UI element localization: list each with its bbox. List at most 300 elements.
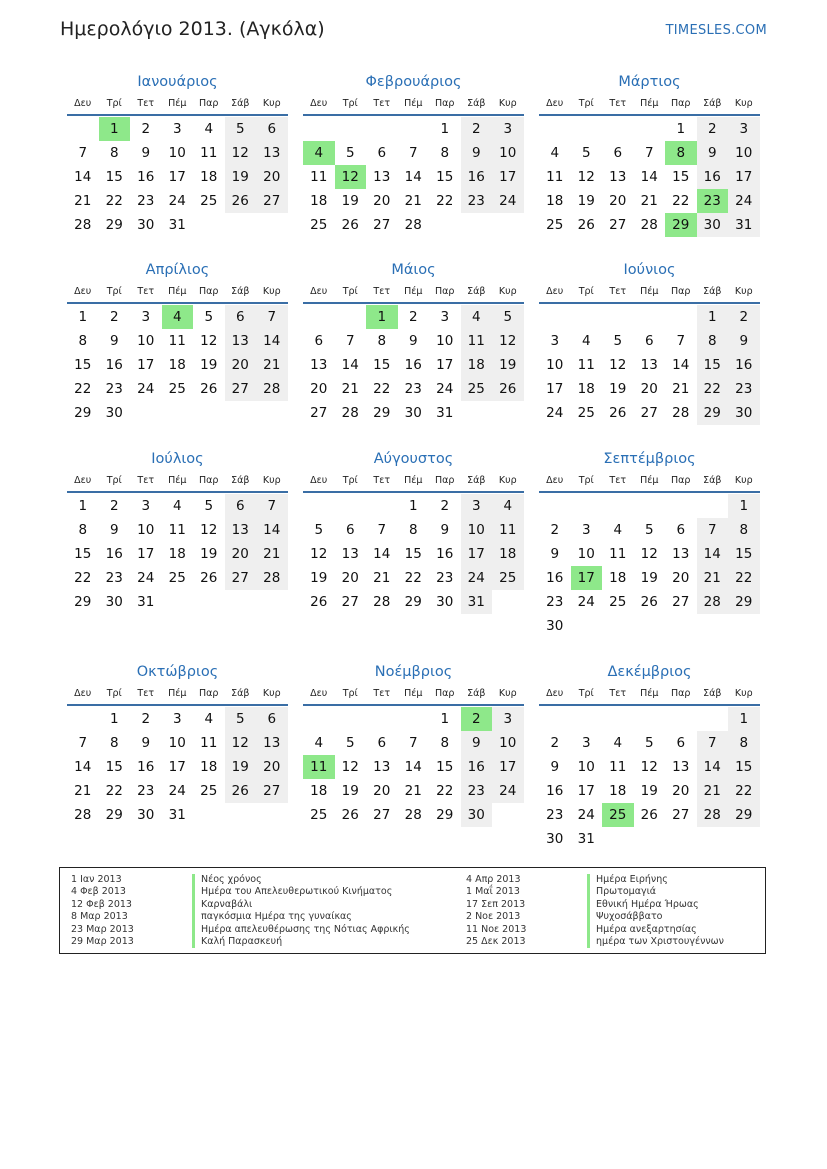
weekday-label: Σάβ bbox=[467, 688, 486, 699]
holiday-name: Καρναβάλι bbox=[192, 899, 252, 911]
weekday-label: Παρ bbox=[199, 688, 219, 699]
day-cell: 12 bbox=[225, 141, 257, 165]
day-cell: 3 bbox=[550, 333, 560, 349]
day-cell: 28 bbox=[697, 590, 729, 614]
weekday-label: Τρί bbox=[106, 475, 122, 486]
day-cell: 21 bbox=[640, 193, 658, 209]
weekday-label: Δευ bbox=[310, 475, 328, 486]
empty-cell bbox=[398, 117, 430, 141]
empty-cell bbox=[398, 707, 430, 731]
day-cell: 20 bbox=[672, 783, 690, 799]
weekday-label: Παρ bbox=[199, 286, 219, 297]
weekday-label: Κυρ bbox=[734, 688, 753, 699]
day-cell: 5 bbox=[345, 735, 355, 751]
day-cell: 15 bbox=[105, 759, 123, 775]
day-cell: 30 bbox=[137, 807, 155, 823]
day-cell: 11 bbox=[200, 145, 218, 161]
empty-cell bbox=[539, 707, 571, 731]
day-cell: 31 bbox=[577, 831, 595, 847]
day-cell: 19 bbox=[492, 353, 524, 377]
day-cell: 20 bbox=[341, 570, 359, 586]
holiday-name: Ημέρα ανεξαρτησίας bbox=[587, 924, 697, 936]
day-cell: 20 bbox=[225, 353, 257, 377]
day-cell: 16 bbox=[137, 759, 155, 775]
day-cell: 19 bbox=[609, 381, 627, 397]
day-cell: 13 bbox=[672, 546, 690, 562]
day-cell: 25 bbox=[200, 193, 218, 209]
day-cell: 1 bbox=[728, 494, 760, 518]
holiday-name: Ημέρα απελευθέρωσης της Νότιας Αφρικής bbox=[192, 924, 410, 936]
day-cell: 2 bbox=[550, 522, 560, 538]
legend-row bbox=[466, 886, 724, 898]
day-cell: 8 bbox=[697, 329, 729, 353]
day-cell: 9 bbox=[141, 735, 151, 751]
holiday-date: 12 Φεβ 2013 bbox=[71, 898, 132, 910]
day-cell: 22 bbox=[697, 377, 729, 401]
weekday-label: Παρ bbox=[435, 98, 455, 109]
weekday-label: Τρί bbox=[342, 688, 358, 699]
month-name: Απρίλιος bbox=[145, 262, 210, 278]
empty-cell bbox=[366, 117, 398, 141]
day-cell: 26 bbox=[225, 779, 257, 803]
day-cell: 28 bbox=[341, 405, 359, 421]
weekday-label: Τρί bbox=[342, 475, 358, 486]
day-cell: 6 bbox=[225, 305, 257, 329]
day-cell: 27 bbox=[256, 189, 288, 213]
day-cell: 16 bbox=[105, 357, 123, 373]
day-cell: 12 bbox=[609, 357, 627, 373]
day-cell: 12 bbox=[225, 731, 257, 755]
day-cell: 9 bbox=[440, 522, 450, 538]
day-cell: 23 bbox=[105, 381, 123, 397]
weekday-label: Παρ bbox=[435, 475, 455, 486]
day-cell: 22 bbox=[74, 381, 92, 397]
day-grid bbox=[67, 305, 288, 425]
holiday-day-cell: 4 bbox=[303, 141, 335, 165]
day-cell: 26 bbox=[492, 377, 524, 401]
day-cell: 27 bbox=[373, 807, 391, 823]
day-cell: 24 bbox=[492, 189, 524, 213]
holiday-date: 25 Δεκ 2013 bbox=[466, 936, 526, 948]
day-cell: 17 bbox=[577, 783, 595, 799]
weekday-label: Τρί bbox=[578, 475, 594, 486]
day-cell: 17 bbox=[137, 546, 155, 562]
day-cell: 14 bbox=[74, 169, 92, 185]
day-cell: 26 bbox=[341, 217, 359, 233]
day-cell: 19 bbox=[200, 546, 218, 562]
day-cell: 28 bbox=[373, 594, 391, 610]
day-cell: 10 bbox=[728, 141, 760, 165]
day-cell: 9 bbox=[109, 522, 119, 538]
holiday-name: Νέος χρόνος bbox=[192, 874, 262, 886]
day-cell: 24 bbox=[461, 566, 493, 590]
weekday-label: Πέμ bbox=[168, 286, 187, 297]
day-cell: 24 bbox=[137, 570, 155, 586]
day-cell: 6 bbox=[676, 735, 686, 751]
empty-cell bbox=[335, 117, 367, 141]
weekday-label: Τετ bbox=[373, 688, 391, 699]
day-cell: 28 bbox=[256, 566, 288, 590]
day-cell: 3 bbox=[581, 735, 591, 751]
month-name: Ιούνιος bbox=[623, 262, 676, 278]
day-cell: 3 bbox=[141, 498, 151, 514]
day-cell: 18 bbox=[168, 546, 186, 562]
empty-cell bbox=[335, 707, 367, 731]
month-block bbox=[303, 662, 524, 827]
month-block bbox=[539, 449, 760, 638]
day-cell: 23 bbox=[137, 193, 155, 209]
day-cell: 31 bbox=[137, 594, 155, 610]
day-cell: 15 bbox=[436, 759, 454, 775]
day-cell: 14 bbox=[672, 357, 690, 373]
empty-cell bbox=[539, 305, 571, 329]
day-cell: 12 bbox=[200, 522, 218, 538]
empty-cell bbox=[665, 305, 697, 329]
day-cell: 26 bbox=[341, 807, 359, 823]
day-cell: 10 bbox=[492, 731, 524, 755]
day-cell: 30 bbox=[404, 405, 422, 421]
day-cell: 22 bbox=[728, 779, 760, 803]
day-cell: 15 bbox=[728, 542, 760, 566]
weekday-header bbox=[539, 284, 760, 304]
weekday-label: Δευ bbox=[310, 688, 328, 699]
day-cell: 12 bbox=[310, 546, 328, 562]
day-cell: 5 bbox=[581, 145, 591, 161]
day-cell: 20 bbox=[256, 755, 288, 779]
day-cell: 22 bbox=[436, 193, 454, 209]
day-cell: 4 bbox=[550, 145, 560, 161]
weekday-label: Πέμ bbox=[640, 286, 659, 297]
weekday-label: Πέμ bbox=[168, 688, 187, 699]
weekday-label: Κυρ bbox=[498, 688, 517, 699]
weekday-label: Τετ bbox=[137, 475, 155, 486]
month-block bbox=[539, 662, 760, 851]
day-cell: 21 bbox=[697, 566, 729, 590]
day-cell: 22 bbox=[728, 566, 760, 590]
day-cell: 11 bbox=[200, 735, 218, 751]
day-cell: 30 bbox=[461, 803, 493, 827]
empty-cell bbox=[634, 117, 666, 141]
month-name: Νοέμβριος bbox=[374, 664, 453, 680]
day-cell: 19 bbox=[341, 193, 359, 209]
day-cell: 30 bbox=[728, 401, 760, 425]
day-cell: 24 bbox=[577, 594, 595, 610]
day-cell: 25 bbox=[609, 594, 627, 610]
weekday-label: Πέμ bbox=[640, 688, 659, 699]
day-cell: 4 bbox=[172, 498, 182, 514]
month-name: Ιανουάριος bbox=[137, 74, 218, 90]
day-grid bbox=[303, 707, 524, 827]
weekday-label: Παρ bbox=[199, 98, 219, 109]
day-cell: 14 bbox=[404, 759, 422, 775]
day-cell: 13 bbox=[310, 357, 328, 373]
month-name: Δεκέμβριος bbox=[607, 664, 692, 680]
day-cell: 25 bbox=[546, 217, 564, 233]
day-cell: 10 bbox=[461, 518, 493, 542]
day-cell: 20 bbox=[373, 783, 391, 799]
holiday-date: 17 Σεπ 2013 bbox=[466, 898, 526, 910]
weekday-label: Τετ bbox=[137, 98, 155, 109]
month-block bbox=[67, 662, 288, 827]
day-cell: 6 bbox=[644, 333, 654, 349]
day-cell: 28 bbox=[697, 803, 729, 827]
empty-cell bbox=[571, 305, 603, 329]
day-cell: 18 bbox=[310, 783, 328, 799]
day-cell: 6 bbox=[256, 707, 288, 731]
day-cell: 23 bbox=[461, 189, 493, 213]
day-cell: 8 bbox=[408, 522, 418, 538]
weekday-label: Σάβ bbox=[703, 98, 722, 109]
day-cell: 14 bbox=[341, 357, 359, 373]
month-name: Φεβρουάριος bbox=[365, 74, 462, 90]
empty-cell bbox=[634, 707, 666, 731]
empty-cell bbox=[602, 305, 634, 329]
day-cell: 14 bbox=[256, 518, 288, 542]
empty-cell bbox=[335, 305, 367, 329]
holiday-day-cell: 12 bbox=[335, 165, 367, 189]
day-cell: 9 bbox=[550, 759, 560, 775]
day-cell: 16 bbox=[697, 165, 729, 189]
day-cell: 13 bbox=[225, 518, 257, 542]
day-cell: 5 bbox=[492, 305, 524, 329]
day-cell: 10 bbox=[137, 333, 155, 349]
day-cell: 17 bbox=[492, 165, 524, 189]
holiday-day-cell: 17 bbox=[571, 566, 603, 590]
day-cell: 5 bbox=[345, 145, 355, 161]
weekday-label: Τρί bbox=[578, 688, 594, 699]
holiday-name: Ημέρα Ειρήνης bbox=[587, 874, 668, 886]
day-cell: 24 bbox=[577, 807, 595, 823]
day-cell: 12 bbox=[577, 169, 595, 185]
weekday-header bbox=[539, 473, 760, 493]
day-cell: 7 bbox=[78, 735, 88, 751]
day-cell: 26 bbox=[640, 594, 658, 610]
holiday-date: 29 Μαρ 2013 bbox=[71, 936, 134, 948]
weekday-header bbox=[67, 686, 288, 706]
day-cell: 6 bbox=[676, 522, 686, 538]
month-block bbox=[67, 260, 288, 425]
day-cell: 22 bbox=[105, 193, 123, 209]
day-cell: 27 bbox=[640, 405, 658, 421]
weekday-label: Σάβ bbox=[231, 98, 250, 109]
day-cell: 7 bbox=[408, 735, 418, 751]
day-cell: 11 bbox=[492, 518, 524, 542]
day-cell: 25 bbox=[168, 570, 186, 586]
legend-row bbox=[466, 936, 724, 948]
day-cell: 28 bbox=[404, 217, 422, 233]
empty-cell bbox=[697, 707, 729, 731]
day-cell: 23 bbox=[404, 381, 422, 397]
day-cell: 15 bbox=[404, 546, 422, 562]
day-cell: 1 bbox=[440, 711, 450, 727]
day-cell: 7 bbox=[256, 494, 288, 518]
month-block bbox=[303, 260, 524, 425]
day-cell: 25 bbox=[168, 381, 186, 397]
day-cell: 26 bbox=[200, 570, 218, 586]
day-cell: 21 bbox=[373, 570, 391, 586]
day-cell: 17 bbox=[492, 755, 524, 779]
empty-cell bbox=[571, 707, 603, 731]
empty-cell bbox=[335, 494, 367, 518]
weekday-header bbox=[303, 473, 524, 493]
weekday-label: Δευ bbox=[74, 475, 92, 486]
day-cell: 1 bbox=[78, 309, 88, 325]
holiday-date: 23 Μαρ 2013 bbox=[71, 923, 134, 935]
day-cell: 3 bbox=[492, 117, 524, 141]
holiday-day-cell: 2 bbox=[461, 707, 493, 731]
day-cell: 7 bbox=[377, 522, 387, 538]
weekday-label: Τετ bbox=[373, 98, 391, 109]
day-cell: 24 bbox=[168, 783, 186, 799]
day-grid bbox=[539, 305, 760, 425]
weekday-label: Τετ bbox=[609, 475, 627, 486]
day-cell: 24 bbox=[728, 189, 760, 213]
day-cell: 31 bbox=[168, 807, 186, 823]
day-cell: 21 bbox=[697, 779, 729, 803]
day-cell: 27 bbox=[225, 377, 257, 401]
holiday-day-cell: 29 bbox=[665, 213, 697, 237]
day-cell: 7 bbox=[697, 518, 729, 542]
day-cell: 19 bbox=[640, 570, 658, 586]
day-cell: 4 bbox=[613, 522, 623, 538]
weekday-label: Κυρ bbox=[498, 475, 517, 486]
day-cell: 1 bbox=[676, 121, 686, 137]
month-block bbox=[303, 72, 524, 237]
empty-cell bbox=[571, 117, 603, 141]
day-cell: 13 bbox=[256, 141, 288, 165]
day-cell: 27 bbox=[256, 779, 288, 803]
empty-cell bbox=[67, 707, 99, 731]
day-cell: 18 bbox=[492, 542, 524, 566]
day-cell: 5 bbox=[613, 333, 623, 349]
month-name: Μάρτιος bbox=[618, 74, 681, 90]
day-cell: 8 bbox=[377, 333, 387, 349]
day-cell: 29 bbox=[404, 594, 422, 610]
day-grid bbox=[539, 494, 760, 638]
weekday-label: Σάβ bbox=[703, 688, 722, 699]
day-cell: 4 bbox=[613, 735, 623, 751]
day-cell: 3 bbox=[461, 494, 493, 518]
day-cell: 19 bbox=[640, 783, 658, 799]
month-name: Ιούλιος bbox=[151, 451, 204, 467]
legend-row bbox=[466, 924, 724, 936]
day-cell: 11 bbox=[609, 546, 627, 562]
holiday-date: 4 Φεβ 2013 bbox=[71, 886, 126, 898]
holiday-date: 11 Νοε 2013 bbox=[466, 923, 527, 935]
day-cell: 19 bbox=[225, 755, 257, 779]
holiday-legend bbox=[59, 867, 766, 954]
day-cell: 24 bbox=[168, 193, 186, 209]
day-cell: 29 bbox=[74, 594, 92, 610]
day-cell: 17 bbox=[546, 381, 564, 397]
day-cell: 31 bbox=[436, 405, 454, 421]
empty-cell bbox=[665, 707, 697, 731]
day-cell: 19 bbox=[341, 783, 359, 799]
day-cell: 4 bbox=[204, 121, 214, 137]
day-cell: 13 bbox=[672, 759, 690, 775]
empty-cell bbox=[571, 494, 603, 518]
day-cell: 2 bbox=[408, 309, 418, 325]
weekday-label: Τετ bbox=[137, 286, 155, 297]
day-cell: 15 bbox=[105, 169, 123, 185]
day-cell: 18 bbox=[310, 193, 328, 209]
day-cell: 13 bbox=[609, 169, 627, 185]
weekday-label: Πέμ bbox=[404, 475, 423, 486]
day-cell: 2 bbox=[109, 309, 119, 325]
weekday-label: Παρ bbox=[671, 286, 691, 297]
day-cell: 12 bbox=[640, 759, 658, 775]
day-cell: 7 bbox=[644, 145, 654, 161]
weekday-label: Τετ bbox=[137, 688, 155, 699]
weekday-label: Κυρ bbox=[498, 286, 517, 297]
day-cell: 4 bbox=[492, 494, 524, 518]
empty-cell bbox=[634, 494, 666, 518]
holiday-day-cell: 4 bbox=[162, 305, 194, 329]
day-cell: 8 bbox=[728, 731, 760, 755]
day-cell: 9 bbox=[408, 333, 418, 349]
day-cell: 21 bbox=[74, 193, 92, 209]
day-cell: 8 bbox=[109, 145, 119, 161]
weekday-label: Παρ bbox=[671, 688, 691, 699]
weekday-label: Τρί bbox=[106, 98, 122, 109]
day-grid bbox=[539, 707, 760, 851]
weekday-label: Σάβ bbox=[231, 688, 250, 699]
empty-cell bbox=[303, 494, 335, 518]
day-cell: 15 bbox=[373, 357, 391, 373]
empty-cell bbox=[602, 117, 634, 141]
day-cell: 7 bbox=[697, 731, 729, 755]
day-cell: 11 bbox=[168, 522, 186, 538]
day-cell: 15 bbox=[697, 353, 729, 377]
empty-cell bbox=[665, 494, 697, 518]
day-cell: 16 bbox=[461, 165, 493, 189]
day-cell: 21 bbox=[341, 381, 359, 397]
day-cell: 23 bbox=[436, 570, 454, 586]
day-cell: 14 bbox=[640, 169, 658, 185]
day-cell: 9 bbox=[728, 329, 760, 353]
day-cell: 26 bbox=[310, 594, 328, 610]
weekday-label: Κυρ bbox=[734, 98, 753, 109]
day-cell: 29 bbox=[436, 807, 454, 823]
day-cell: 26 bbox=[577, 217, 595, 233]
day-cell: 16 bbox=[404, 357, 422, 373]
day-cell: 20 bbox=[373, 193, 391, 209]
day-cell: 28 bbox=[404, 807, 422, 823]
weekday-label: Σάβ bbox=[467, 475, 486, 486]
day-grid bbox=[67, 494, 288, 614]
weekday-label: Σάβ bbox=[703, 475, 722, 486]
day-cell: 11 bbox=[310, 169, 328, 185]
day-cell: 14 bbox=[373, 546, 391, 562]
day-cell: 1 bbox=[440, 121, 450, 137]
day-grid bbox=[303, 305, 524, 425]
day-cell: 21 bbox=[404, 783, 422, 799]
day-cell: 7 bbox=[408, 145, 418, 161]
day-cell: 14 bbox=[697, 542, 729, 566]
day-cell: 21 bbox=[256, 353, 288, 377]
day-cell: 18 bbox=[200, 169, 218, 185]
month-name: Σεπτέμβριος bbox=[603, 451, 696, 467]
day-cell: 25 bbox=[200, 783, 218, 799]
empty-cell bbox=[67, 117, 99, 141]
weekday-label: Σάβ bbox=[231, 286, 250, 297]
brand-link[interactable]: TIMESLES.COM bbox=[665, 23, 767, 38]
day-cell: 4 bbox=[314, 735, 324, 751]
day-cell: 20 bbox=[225, 542, 257, 566]
day-cell: 28 bbox=[256, 377, 288, 401]
day-cell: 8 bbox=[440, 735, 450, 751]
day-cell: 30 bbox=[137, 217, 155, 233]
